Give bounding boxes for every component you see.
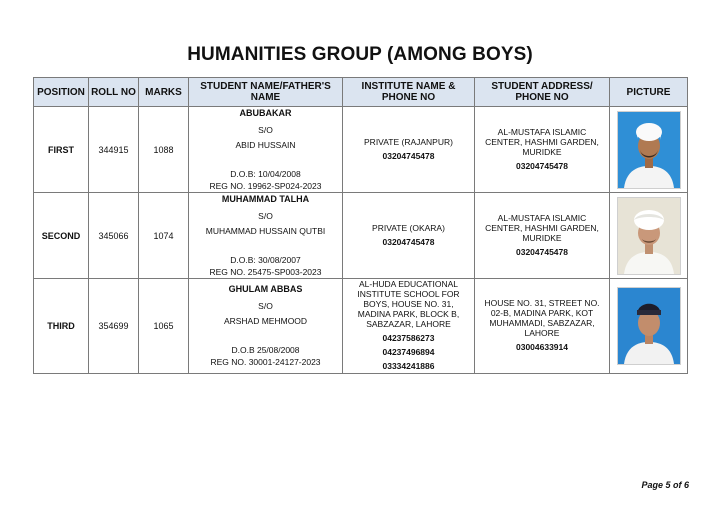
institute-cell xyxy=(343,279,475,374)
table-row xyxy=(34,193,688,279)
relation-label: S/O xyxy=(258,124,273,135)
roll-cell: 344915 xyxy=(89,107,139,193)
table-row xyxy=(34,107,688,193)
institute-name: PRIVATE (RAJANPUR) xyxy=(364,136,453,147)
page-number: Page 5 of 6 xyxy=(641,480,689,490)
student-photo-icon xyxy=(617,111,681,189)
column-header-marks: MARKS xyxy=(139,78,189,107)
student-name: GHULAM ABBAS xyxy=(228,284,303,294)
roll-cell: 354699 xyxy=(89,279,139,374)
institute-name: AL-HUDA EDUCATIONAL INSTITUTE SCHOOL FOR BOYS, HOUSE NO. 31, MADINA PARK, BLOCK B, SABZAZAR, LAHORE xyxy=(357,279,460,329)
table-row xyxy=(34,279,688,374)
page-title: HUMANITIES GROUP (AMONG BOYS) xyxy=(187,44,533,65)
relation-label: S/O xyxy=(258,301,273,311)
registration-number: REG NO. 25475-SP003-2023 xyxy=(209,266,322,277)
student-name: MUHAMMAD TALHA xyxy=(221,193,310,204)
roll-cell: 345066 xyxy=(89,193,139,279)
institute-name: PRIVATE (OKARA) xyxy=(372,222,445,233)
marks-cell: 1074 xyxy=(139,193,189,279)
relation-label: S/O xyxy=(258,210,273,221)
picture-cell xyxy=(610,279,688,374)
registration-number: REG NO. 19962-SP024-2023 xyxy=(209,180,322,191)
column-header-roll: ROLL NO xyxy=(89,78,139,107)
position-cell: FIRST xyxy=(34,107,89,193)
institute-phone: 03204745478 xyxy=(382,236,435,247)
picture-cell xyxy=(610,107,688,193)
marks-cell: 1088 xyxy=(139,107,189,193)
date-of-birth: D.O.B: 30/08/2007 xyxy=(230,254,301,265)
date-of-birth: D.O.B 25/08/2008 xyxy=(231,345,300,355)
position-cell: SECOND xyxy=(34,193,89,279)
institute-cell xyxy=(343,107,475,193)
registration-number: REG NO. 30001-24127-2023 xyxy=(210,357,321,367)
results-table xyxy=(33,77,688,374)
student-cell xyxy=(189,193,343,279)
student-photo-icon xyxy=(617,287,681,365)
address-cell xyxy=(475,193,610,279)
column-header-institute: INSTITUTE NAME & PHONE NO xyxy=(343,78,475,107)
column-header-student: STUDENT NAME/FATHER'S NAME xyxy=(189,78,343,107)
institute-phone: 04237496894 xyxy=(382,347,435,357)
address-phone: 03004633914 xyxy=(515,342,568,352)
date-of-birth: D.O.B: 10/04/2008 xyxy=(230,168,301,179)
address-cell xyxy=(475,107,610,193)
address-phone: 03204745478 xyxy=(515,246,568,257)
student-address: AL-MUSTAFA ISLAMIC CENTER, HASHMI GARDEN, MURIDKE xyxy=(485,126,599,157)
student-address: HOUSE NO. 31, STREET NO. 02-B, MADINA PARK, KOT MUHAMMADI, SABZAZAR, LAHORE xyxy=(484,298,600,338)
address-phone: 03204745478 xyxy=(515,160,568,171)
institute-phone: 03334241886 xyxy=(382,361,435,371)
column-header-position: POSITION xyxy=(34,78,89,107)
student-name: ABUBAKAR xyxy=(239,107,292,118)
address-cell xyxy=(475,279,610,374)
student-cell xyxy=(189,279,343,374)
institute-cell xyxy=(343,193,475,279)
father-name: MUHAMMAD HUSSAIN QUTBI xyxy=(205,225,326,236)
position-cell: THIRD xyxy=(34,279,89,374)
father-name: ARSHAD MEHMOOD xyxy=(223,316,308,326)
column-header-picture: PICTURE xyxy=(610,78,688,107)
father-name: ABID HUSSAIN xyxy=(235,139,296,150)
institute-phone: 04237586273 xyxy=(382,333,435,343)
student-address: AL-MUSTAFA ISLAMIC CENTER, HASHMI GARDEN, MURIDKE xyxy=(485,212,599,243)
student-photo-icon xyxy=(617,197,681,275)
student-cell xyxy=(189,107,343,193)
table-header-row xyxy=(34,78,688,107)
marks-cell: 1065 xyxy=(139,279,189,374)
picture-cell xyxy=(610,193,688,279)
institute-phone: 03204745478 xyxy=(382,150,435,161)
column-header-address: STUDENT ADDRESS/ PHONE NO xyxy=(475,78,610,107)
